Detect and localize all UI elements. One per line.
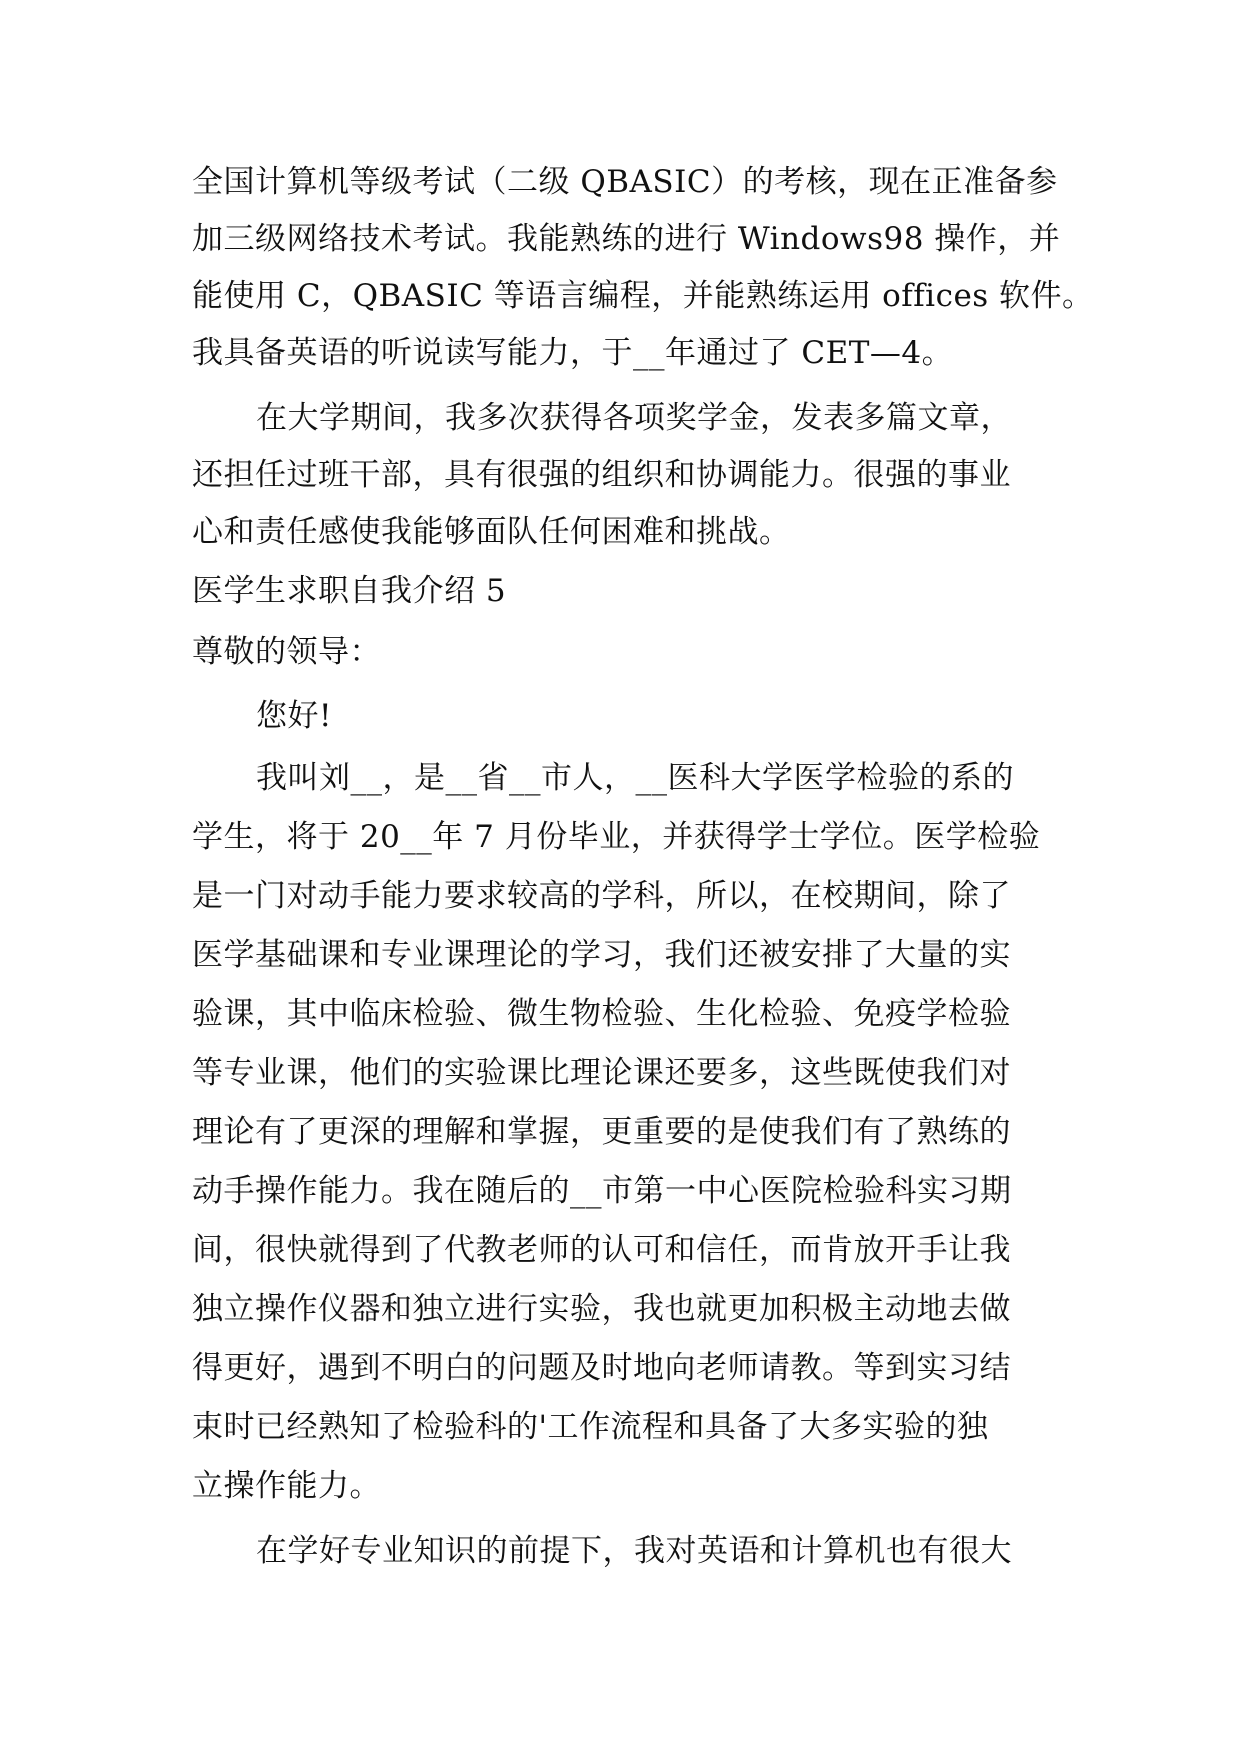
paragraph-line: 间，很快就得到了代教老师的认可和信任，而肯放开手让我 bbox=[192, 1232, 1011, 1268]
paragraph-line: 等专业课，他们的实验课比理论课还要多，这些既使我们对 bbox=[192, 1055, 1011, 1091]
paragraph-line: 在大学期间，我多次获得各项奖学金，发表多篇文章， bbox=[256, 400, 1012, 436]
paragraph-line: 在学好专业知识的前提下，我对英语和计算机也有很大 bbox=[256, 1533, 1012, 1569]
paragraph-line: 束时已经熟知了检验科的'工作流程和具备了大多实验的独 bbox=[192, 1409, 989, 1445]
paragraph-line: 心和责任感使我能够面队任何困难和挑战。 bbox=[192, 514, 791, 550]
paragraph-line: 动手操作能力。我在随后的__市第一中心医院检验科实习期 bbox=[192, 1173, 1012, 1209]
paragraph-line: 我具备英语的听说读写能力，于__年通过了 CET—4。 bbox=[192, 335, 954, 371]
section-heading: 医学生求职自我介绍 5 bbox=[192, 573, 507, 609]
paragraph-line: 还担任过班干部，具有很强的组织和协调能力。很强的事业 bbox=[192, 457, 1011, 493]
paragraph-line: 全国计算机等级考试（二级 QBASIC）的考核，现在正准备参 bbox=[192, 164, 1058, 200]
paragraph-line: 验课，其中临床检验、微生物检验、生化检验、免疫学检验 bbox=[192, 996, 1011, 1032]
paragraph-line: 我叫刘__，是__省__市人，__医科大学医学检验的系的 bbox=[256, 760, 1014, 796]
paragraph-line: 能使用 C，QBASIC 等语言编程，并能熟练运用 offices 软件。 bbox=[192, 278, 1094, 314]
greeting: 您好! bbox=[256, 698, 332, 734]
paragraph-line: 理论有了更深的理解和掌握，更重要的是使我们有了熟练的 bbox=[192, 1114, 1011, 1150]
paragraph-line: 立操作能力。 bbox=[192, 1468, 381, 1504]
paragraph-line: 加三级网络技术考试。我能熟练的进行 Windows98 操作，并 bbox=[192, 221, 1061, 257]
paragraph-line: 独立操作仪器和独立进行实验，我也就更加积极主动地去做 bbox=[192, 1291, 1011, 1327]
paragraph-line: 医学基础课和专业课理论的学习，我们还被安排了大量的实 bbox=[192, 937, 1011, 973]
paragraph-line: 得更好，遇到不明白的问题及时地向老师请教。等到实习结 bbox=[192, 1350, 1011, 1386]
salutation: 尊敬的领导： bbox=[192, 634, 381, 670]
paragraph-line: 是一门对动手能力要求较高的学科，所以，在校期间，除了 bbox=[192, 878, 1011, 914]
paragraph-line: 学生，将于 20__年 7 月份毕业，并获得学士学位。医学检验 bbox=[192, 819, 1041, 855]
